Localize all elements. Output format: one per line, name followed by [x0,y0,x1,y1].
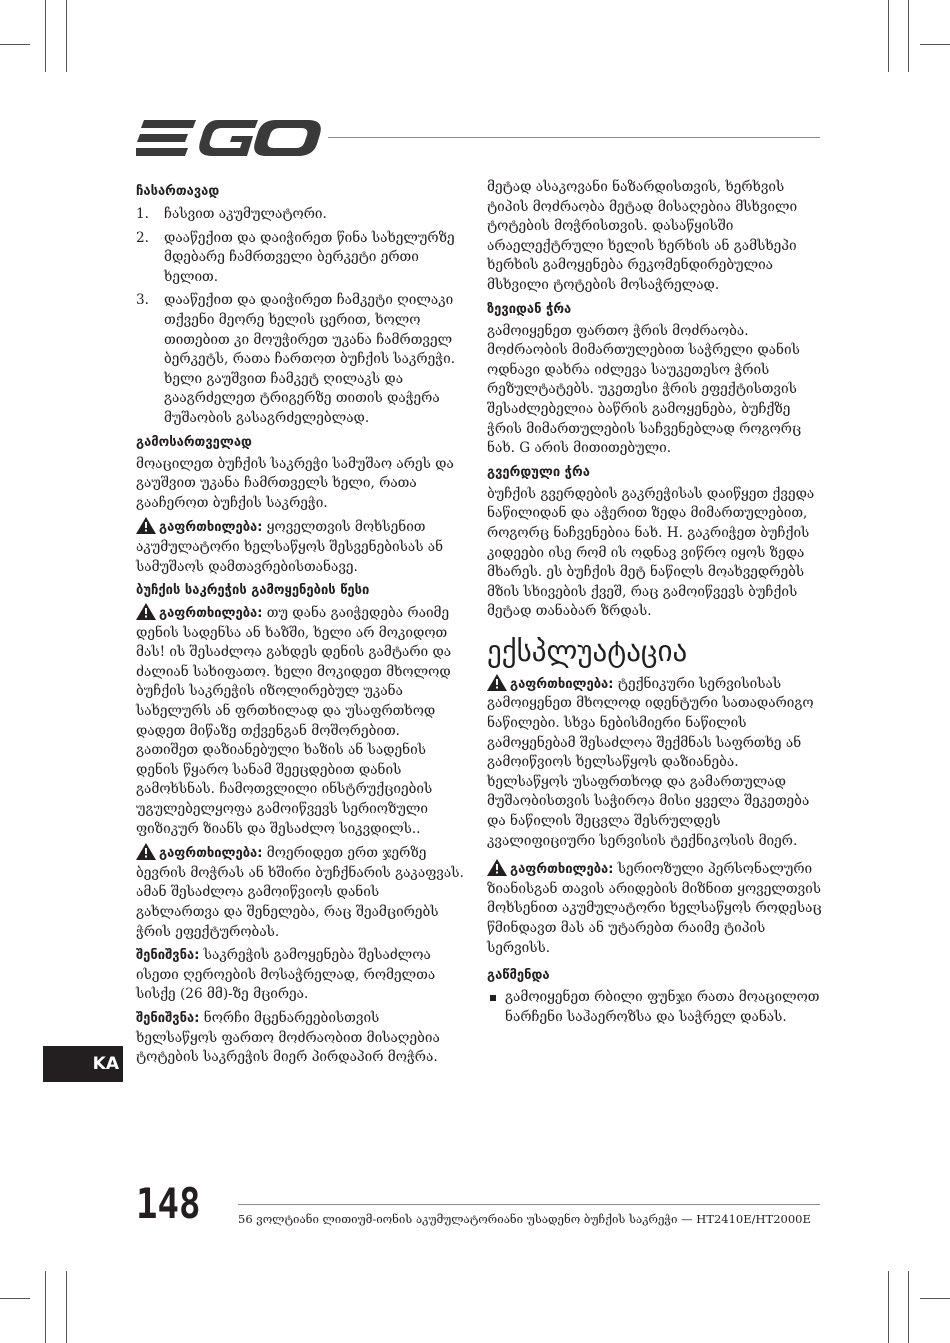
bullet-square-icon [490,995,496,1001]
note-paragraph [136,1009,464,1068]
crop-mark [0,44,30,45]
header-rule [328,137,820,138]
warning-label: გაფრთხილება: [159,606,263,622]
switch-on-heading: ჩასართავად [136,184,220,199]
crop-mark [888,0,889,72]
warning-label: გაფრთხილება: [510,676,614,692]
crop-mark [888,1271,889,1343]
note-label: შენიშვნა: [136,1010,200,1026]
warning-triangle-icon [136,603,156,620]
step-number: 1. [136,206,149,222]
side-cut-text: ბუჩქის გვერდების გაკრეჭისას დაიწყეთ ქვედა ნაწილიდან და აჭერით ზედა მიმართულებით, როგორც ნაჩვენებია ნახ. H. გაკრიჭეთ ბუჩქის კიდეები ისე რომ ის ოდნავ ვიწრო იყოს ზედა მხარეს. ეს ბუჩქის მეტ ნაწილს მოახვედრებს მზის სხივების ქვეშ, რაც გამოიწვევს ბუჩქის მეტად თანაბარ ზრდას. [487,485,815,620]
warning-text: მოერიდეთ ერთ ჯერზე ბევრის მოჭრას ან ხშირი ბუჩქნარის გაკაფვას. ამან შესაძლოა გამოიწვიოს დანის გახლართვა და შენელება, რაც შეამცირებს ჭრის ეფექტურობას. [136,845,464,940]
warning-triangle-icon [136,843,156,860]
step-text: ჩასვით აკუმულატორი. [164,206,327,222]
language-tab: KA [43,1046,123,1082]
footer-text: 56 ვოლტიანი ლითიუმ-იონის აკუმულატორიანი უსადენო ბუჩქის საკრეჭი — HT2410E/HT2000E [238,1212,811,1226]
crop-mark [45,0,46,72]
switch-off-text: მოაცილეთ ბუჩქის საკრეჭი სამუშაო არეს და გაუშვით უკანა ჩამრთველს ხელი, რათა გააჩეროთ ბუჩქის საკრეჭი. [136,455,454,511]
top-cut-heading: ზევიდან ჭრა [487,301,572,317]
warning-text: ყოველთვის მოხსენით აკუმულატორი ხელსაწყოს შესვენებისას ან სამუშაოს დამთავრებისთანავე. [136,519,444,575]
top-cut-text: გამოიყენეთ ფართო ჭრის მოძრაობა. მოძრაობის მიმართულებით საჭრელი დანის ოდნავი დახრა იძლევა საუკეთესო ჭრის რეზულტატებს. უკეთესი ჭრის ეფექტისთვის შესაძლებელია ბაწრის გამოყენება, ბუჩქზე ჭრის მიმართულების საჩვენებლად როგორც ნახ. G არის მითითებული. [487,322,802,457]
bullet-text: გამოიყენეთ რბილი ფუნჯი რათა მოაცილოთ ნარჩენი საჰაეროზსა და საჭრელ დანას. [505,989,820,1025]
list-item [136,205,464,225]
list-item [487,988,823,1027]
warning-paragraph [136,843,464,942]
page-number: 148 [136,1179,201,1228]
crop-mark [908,1271,909,1343]
step-text: დააწექით და დაიჭირეთ წინა სახელურზე მდებარე ჩამრთველი ბერკეტი ერთი ხელით. [164,229,455,285]
crop-mark [45,1271,46,1343]
warning-paragraph [136,517,464,577]
note-text: საკრეჭის გამოყენება შესაძლოა ისეთი ღეროების მოსაჭრელად, რომელთა სისქე (26 მმ)-ზე მცირეა. [136,947,436,1003]
step-number: 3. [136,292,149,309]
note-label: შენიშვნა: [136,948,200,964]
list-item [136,229,464,288]
warning-triangle-icon [136,517,156,534]
switch-on-steps [136,205,464,429]
warning-triangle-icon [487,859,507,876]
note-paragraph [136,946,464,1005]
side-cut-heading: გვერდული ჭრა [487,464,590,480]
warning-paragraph [487,674,823,851]
crop-mark [66,0,67,72]
cleaning-heading: გაწმენდა [487,968,550,984]
warning-label: გაფრთხილება: [159,846,263,862]
warning-label: გაფრთხილება: [510,862,614,878]
step-text: დააწექით და დაიჭირეთ ჩამკეტი ღილაკი თქვენი მეორე ხელის ცერით, ხოლო თითებით კი მოუჭირეთ უკანა ჩამრთველ ბერკეტს, რათა ჩართოთ ბუჩქის საკრეჭი. ხელი გაუშვით ჩამკეტ ღილაკს და გააგრძელეთ ტრიგერზე თითის დაჭერა მუშაობის გასაგრძელებლად. [164,292,456,426]
warning-text: თუ დანა გაიჭედება რაიმე დენის სადენსა ან ხაზში, ხელი არ მოკიდოთ მას! ის შესაძლოა გახდეს დენის გამტარი და ძალიან სახიფათო. ხელი მოკიდეთ მხოლოდ ბუჩქის საკრეჭის იზოლირებულ უკანა სახელურს ან ფრთხილად და უსაფრთხოდ დადეთ მიწაზე თქვენგან მოშორებით. გათიშეთ დაზიანებული ხაზის ან სადენის დენის წყარო სანამ შეეცდებით დანის გამოხსნას. ჩამოთვლილი ინსტრუქციების უგულებელყოფა გამოიწვევს სერიოზული ფიზიკურ ზიანს და შესაძლო სიკვდილს.. [136,605,452,837]
warning-label: გაფრთხილება: [159,520,263,536]
crop-mark [908,0,909,72]
note-text: ნორჩი მცენარეებისთვის ხელსაწყოს ფართო მოძრაობით მისაღებია ტოტების საკრეჭის მიერ პირდაპირ მოჭრა. [136,1009,440,1066]
right-column [487,178,823,1029]
ego-logo [136,118,321,158]
step-number: 2. [136,229,149,246]
footer-rule [238,1204,820,1205]
crop-mark [920,1298,950,1299]
section-title: ექსპლუატაცია [487,633,688,668]
warning-triangle-icon [487,674,507,691]
left-column [136,178,464,1072]
crop-mark [66,1271,67,1343]
switch-off-heading: გამოსართველად [136,434,252,450]
warning-text: სერიოზული პერსონალური ზიანისგან თავის არიდების მიზნით ყოველთვის მოხსენით აკუმულატორი ხელსაწყოს როდესაც წმინდავთ მას ან უტარებთ რაიმე ტიპის სერვისს. [487,861,822,956]
intro-text: მეტად ასაკოვანი ნაზარდისთვის, ხერხვის ტიპის მოძრაობა მეტად მისაღებია მსხვილი ტოტების მოჭრისთვის. დასაწყისში არაელექტრული ხელის ხერხის ან გამსხეპი ხერხის გამოყენება რეკომენდირებულია მსხვილი ტოტების მოსაჭრელად. [487,179,798,293]
crop-mark [920,44,950,45]
usage-heading: ბუჩქის საკრეჭის გამოყენების წესი [136,583,370,599]
list-item [136,291,464,428]
warning-paragraph [487,859,823,958]
crop-mark [0,1298,30,1299]
warning-text: ტექნიკური სერვისისას გამოიყენეთ მხოლოდ იდენტური სათადარიგო ნაწილები. სხვა ნებისმიერი ნაწილის გამოყენებამ შესაძლოა შექმნას საფრთხე ან გამოიწვიოს ხელსაწყოს დაზიანება. ხელსაწყოს უსაფრთხოდ და გამართულად მუშაობისთვის საჭიროა მისი ყველა შეკეთება და ნაწილის შეცვლა შესრულდეს კვალიფიციური სერვისის ტექნიკოსის მიერ. [487,675,814,849]
warning-paragraph [136,603,464,839]
